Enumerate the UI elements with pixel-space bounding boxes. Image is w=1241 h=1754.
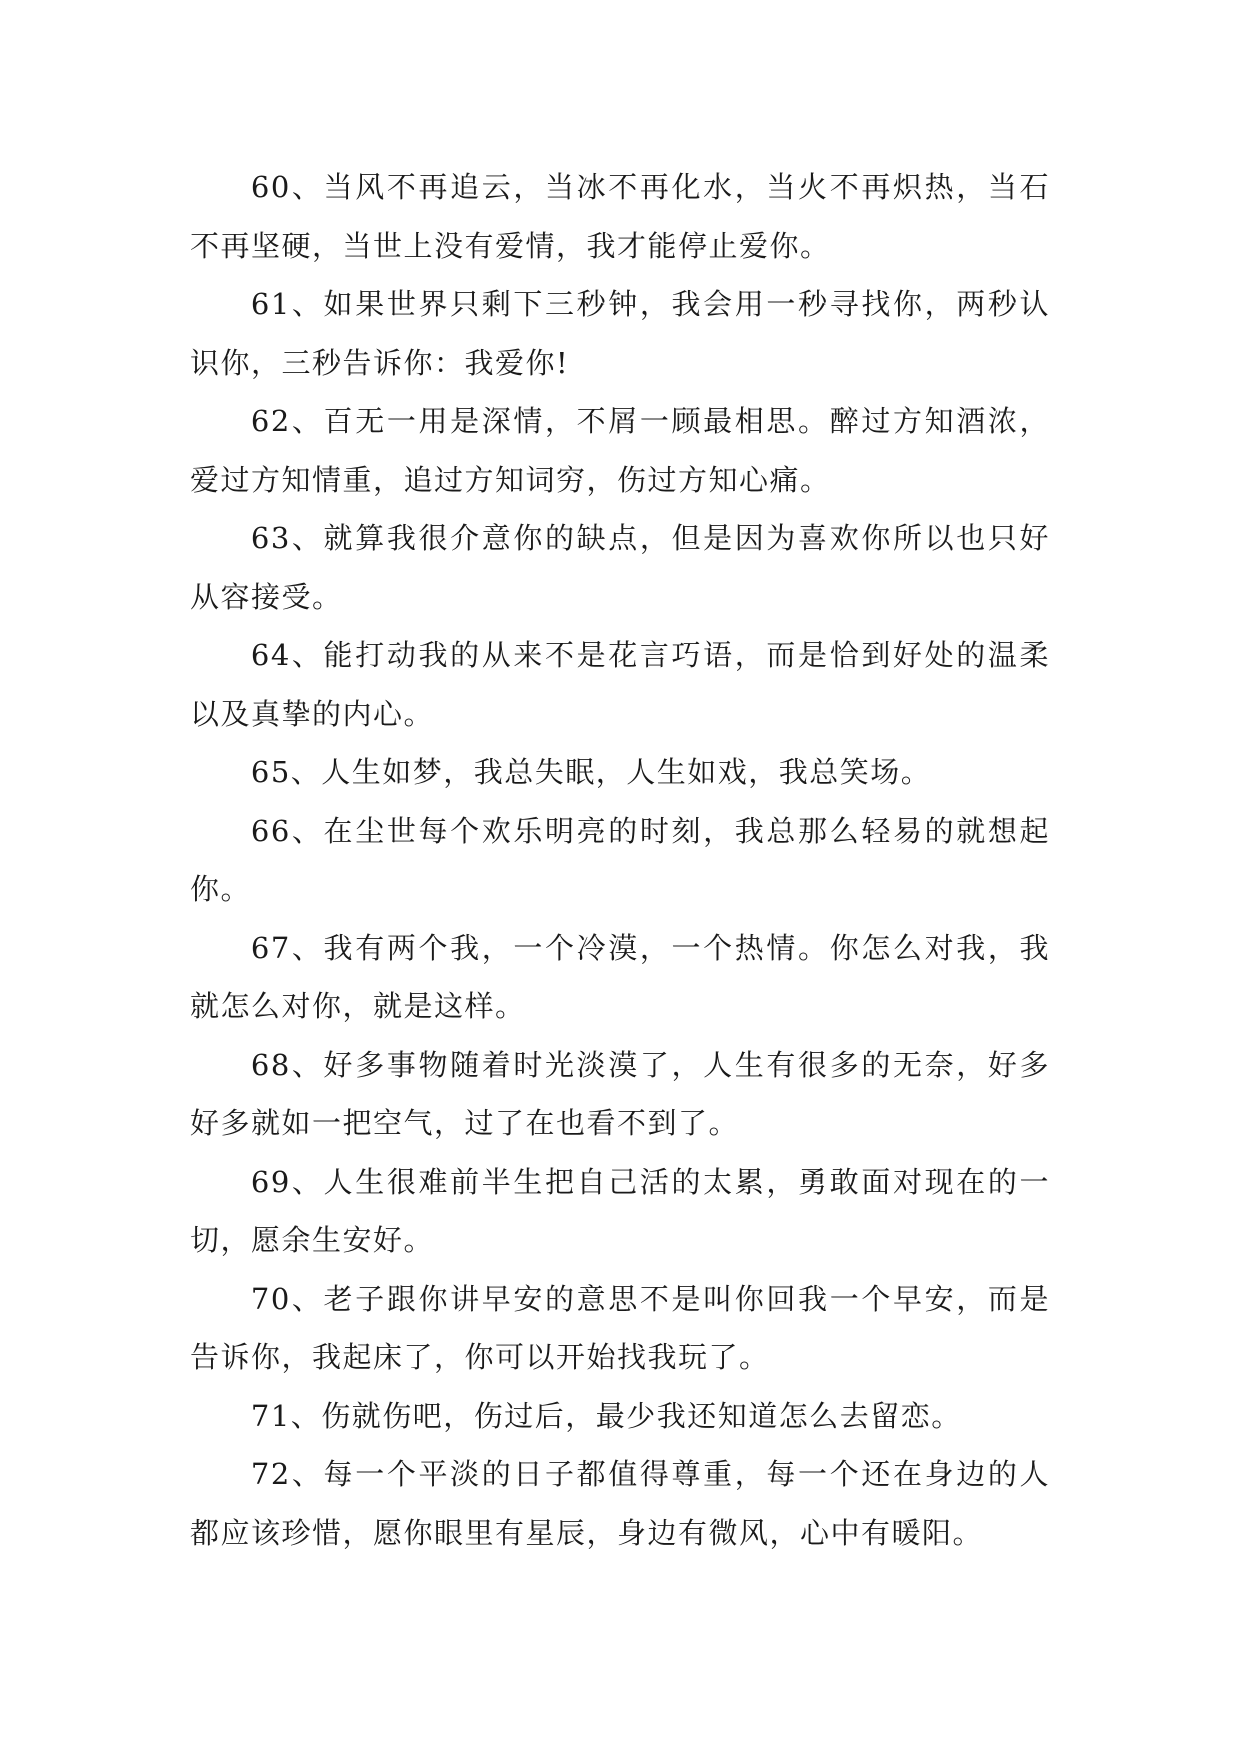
- paragraph-67: 67、我有两个我，一个冷漠，一个热情。你怎么对我，我就怎么对你，就是这样。: [190, 930, 1050, 1023]
- paragraph-66: 66、在尘世每个欢乐明亮的时刻，我总那么轻易的就想起你。: [190, 813, 1050, 906]
- paragraph-65: 65、人生如梦，我总失眠，人生如戏，我总笑场。: [250, 755, 932, 789]
- paragraph-63: 63、就算我很介意你的缺点，但是因为喜欢你所以也只好从容接受。: [190, 521, 1050, 614]
- paragraph-70: 70、老子跟你讲早安的意思不是叫你回我一个早安，而是告诉你，我起床了，你可以开始找我玩了。: [190, 1281, 1050, 1374]
- paragraph-60: 60、当风不再追云，当冰不再化水，当火不再炽热，当石不再坚硬，当世上没有爱情，我才能停止爱你。: [190, 170, 1050, 263]
- paragraph-64: 64、能打动我的从来不是花言巧语，而是恰到好处的温柔以及真挚的内心。: [190, 638, 1050, 731]
- paragraph-72: 72、每一个平淡的日子都值得尊重，每一个还在身边的人都应该珍惜，愿你眼里有星辰，身边有微风，心中有暖阳。: [190, 1457, 1050, 1550]
- paragraph-68: 68、好多事物随着时光淡漠了，人生有很多的无奈，好多好多就如一把空气，过了在也看不到了。: [190, 1047, 1050, 1140]
- paragraph-69: 69、人生很难前半生把自己活的太累，勇敢面对现在的一切，愿余生安好。: [190, 1164, 1050, 1257]
- paragraph-71: 71、伤就伤吧，伤过后，最少我还知道怎么去留恋。: [250, 1398, 962, 1433]
- paragraph-61: 61、如果世界只剩下三秒钟，我会用一秒寻找你，两秒认识你，三秒告诉你：我爱你!: [190, 287, 1050, 380]
- paragraph-62: 62、百无一用是深情，不屑一顾最相思。醉过方知酒浓，爱过方知情重，追过方知词穷，伤过方知心痛。: [190, 404, 1050, 497]
- document-body: [190, 158, 1050, 1562]
